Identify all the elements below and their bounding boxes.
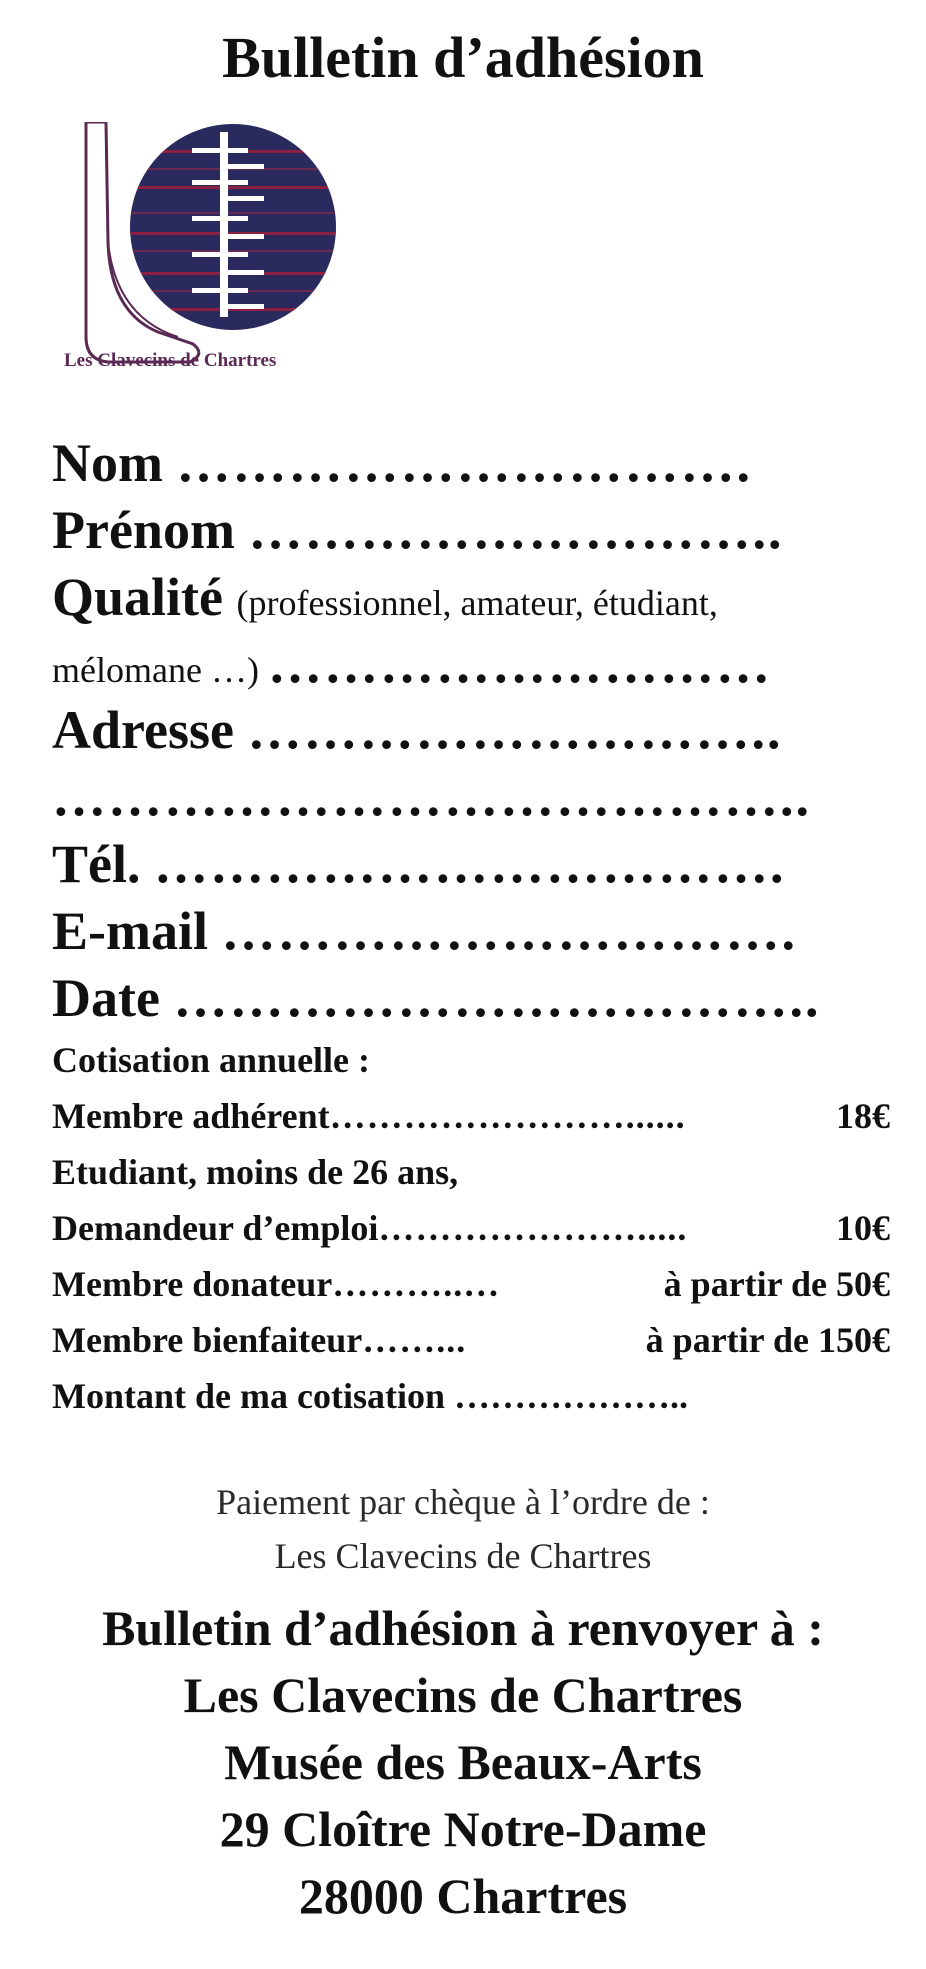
cotisation-label: Membre donateur <box>52 1264 333 1304</box>
cotisation-amount: à partir de 50€ <box>663 1264 890 1304</box>
return-line-4: 28000 Chartres <box>298 1868 628 1924</box>
nom-label: Nom <box>52 433 163 493</box>
return-line-2: Musée des Beaux-Arts <box>224 1734 702 1790</box>
field-tel[interactable] <box>52 831 912 898</box>
membership-form <box>52 430 912 1424</box>
cotisation-row-montant[interactable] <box>52 1368 912 1424</box>
cotisation-dots: ……... <box>362 1320 467 1360</box>
cotisation-dots: ………..… <box>332 1264 501 1304</box>
field-adresse[interactable] <box>52 697 912 764</box>
qualite-label: Qualité <box>52 567 223 627</box>
cotisation-dots: ……………………...... <box>329 1096 686 1136</box>
prenom-label: Prénom <box>52 500 235 560</box>
field-date[interactable] <box>52 965 912 1032</box>
adresse-line2-dots: ………………………………….. <box>52 767 811 827</box>
cotisation-amount: 18€ <box>836 1096 890 1136</box>
cotisation-dots: ……………….. <box>453 1376 688 1416</box>
tel-label: Tél. <box>52 834 141 894</box>
return-address <box>0 1595 926 1930</box>
qualite-dots: ……………………… <box>267 634 772 694</box>
field-adresse-line2[interactable] <box>52 764 912 831</box>
field-qualite[interactable] <box>52 564 912 631</box>
tel-dots: ……………………………. <box>154 834 786 894</box>
return-heading: Bulletin d’adhésion à renvoyer à : <box>102 1600 824 1656</box>
cotisation-dots: …………………..... <box>378 1208 688 1248</box>
page-title: Bulletin d’adhésion <box>222 25 704 90</box>
nom-dots: …………………………. <box>176 433 752 493</box>
cotisation-heading: Cotisation annuelle : <box>52 1040 371 1080</box>
cotisation-row-demandeur[interactable] <box>52 1200 890 1256</box>
logo-caption: Les Clavecins de Chartres <box>64 350 277 371</box>
cotisation-label: Demandeur d’emploi <box>52 1208 379 1248</box>
payment-line-1: Paiement par chèque à l’ordre de : <box>216 1482 710 1522</box>
email-label: E-mail <box>52 901 208 961</box>
field-email[interactable] <box>52 898 912 965</box>
cotisation-row-etudiant <box>52 1144 912 1200</box>
harpsichord-logo-icon <box>78 122 338 382</box>
date-dots: …………………………….. <box>173 968 821 1028</box>
field-nom[interactable] <box>52 430 912 497</box>
cotisation-label: Etudiant, moins de 26 ans, <box>52 1152 459 1192</box>
qualite-note-cont: mélomane …) <box>52 650 259 690</box>
return-line-1: Les Clavecins de Chartres <box>183 1667 743 1723</box>
field-qualite-line2[interactable] <box>52 631 912 697</box>
email-dots: …………………………. <box>221 901 797 961</box>
payment-line-2: Les Clavecins de Chartres <box>274 1536 652 1576</box>
cotisation-amount: à partir de 150€ <box>645 1320 890 1360</box>
date-label: Date <box>52 968 160 1028</box>
cotisation-amount: 10€ <box>836 1208 890 1248</box>
cotisation-row-bienfaiteur[interactable] <box>52 1312 890 1368</box>
qualite-note: (professionnel, amateur, étudiant, <box>236 583 718 623</box>
cotisation-label: Membre adhérent <box>52 1096 330 1136</box>
field-prenom[interactable] <box>52 497 912 564</box>
cotisation-row-adherent[interactable] <box>52 1088 890 1144</box>
adresse-label: Adresse <box>52 700 234 760</box>
adresse-dots: ……………………….. <box>247 700 783 760</box>
cotisation-row-donateur[interactable] <box>52 1256 890 1312</box>
prenom-dots: ……………………….. <box>248 500 784 560</box>
payment-instructions <box>0 1475 926 1583</box>
cotisation-label: Montant de ma cotisation <box>52 1376 454 1416</box>
return-line-3: 29 Cloître Notre-Dame <box>219 1801 707 1857</box>
logo-disc <box>130 124 336 330</box>
cotisation-label: Membre bienfaiteur <box>52 1320 363 1360</box>
